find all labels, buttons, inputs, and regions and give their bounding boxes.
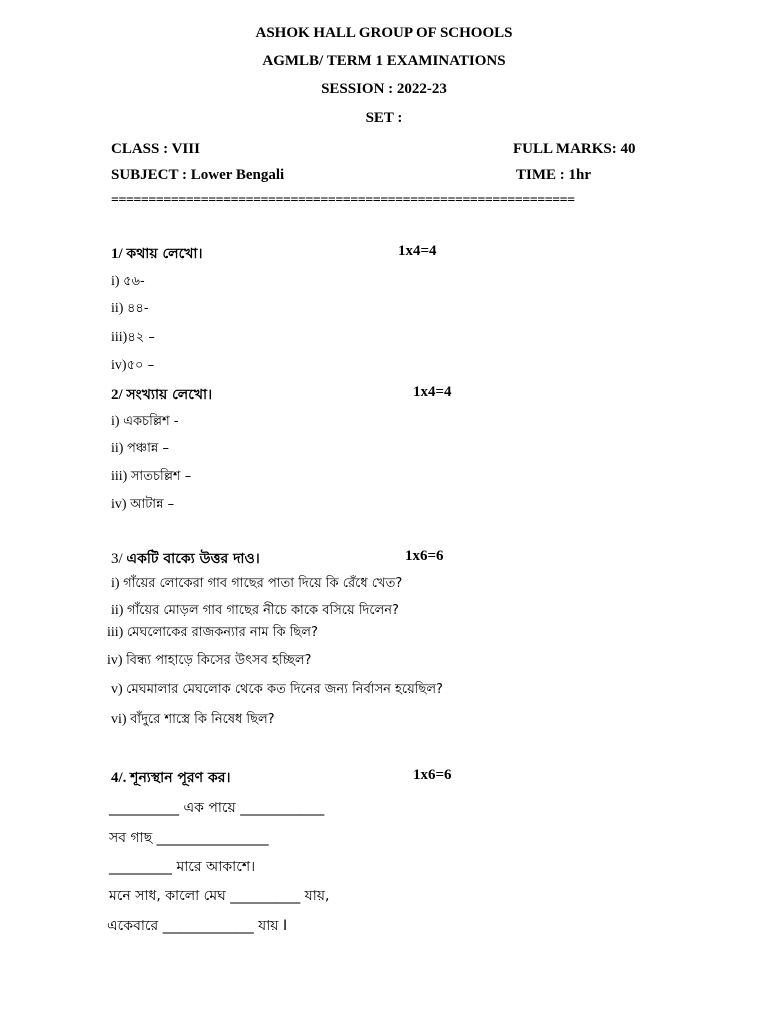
q4-marks: 1x6=6: [413, 767, 452, 783]
q1-item: iii)৪২ –: [111, 330, 155, 345]
full-marks: FULL MARKS: 40: [513, 141, 636, 157]
q1-number: 1/: [111, 246, 123, 262]
school-name: ASHOK HALL GROUP OF SCHOOLS: [255, 25, 513, 41]
class-label: CLASS : VIII: [111, 141, 200, 157]
fill-line: একেবারে _____________ যায় I: [107, 918, 288, 934]
q3-item: iii) মেঘলোকের রাজকন্যার নাম কি ছিল?: [107, 625, 318, 640]
q3-item: i) গাঁয়ের লোকেরা গাব গাছের পাতা দিয়ে কি রেঁধে খেত?: [111, 576, 403, 591]
q2-item: ii) পঞ্চান্ন –: [111, 441, 169, 456]
q1-heading: [111, 242, 202, 266]
fill-line: মনে সাধ, কালো মেঘ __________ যায়,: [109, 888, 330, 904]
session: SESSION : 2022-23: [321, 81, 447, 97]
q2-title: সংখ্যায় লেখো।: [126, 387, 213, 403]
q4-number: 4/.: [111, 770, 127, 786]
q2-item: iv) আটান্ন –: [111, 497, 175, 512]
q2-marks: 1x4=4: [413, 384, 452, 400]
exam-title: AGMLB/ TERM 1 EXAMINATIONS: [262, 53, 506, 69]
q1-item: iv)৫০ –: [111, 358, 155, 373]
subject-label: SUBJECT : Lower Bengali: [111, 167, 285, 183]
q3-item: v) মেঘমালার মেঘলোক থেকে কত দিনের জন্য নির্বাসন হয়েছিল?: [111, 682, 443, 697]
fill-line: সব গাছ ________________: [109, 830, 269, 846]
q1-item: ii) ৪৪-: [111, 301, 149, 316]
q3-marks: 1x6=6: [405, 548, 444, 564]
q1-marks: 1x4=4: [398, 243, 437, 259]
q1-title: কথায় লেখো।: [126, 246, 203, 262]
separator-rule: ==============================================================: [111, 193, 575, 208]
fill-line: __________ এক পায়ে ____________: [109, 800, 325, 816]
q2-item: i) একচল্লিশ -: [111, 414, 179, 429]
q3-item: ii) গাঁয়ের মোড়ল গাব গাছের নীচে কাকে বসিয়ে দিলেন?: [111, 603, 399, 618]
fill-line: _________ মারে আকাশে।: [109, 859, 256, 875]
q3-title: একটি বাক্যে উত্তর দাও।: [126, 551, 260, 567]
q1-item: i) ৫৬-: [111, 274, 145, 289]
q3-item: iv) বিন্ধ্য পাহাড়ে কিসের উৎসব হচ্ছিল?: [107, 653, 312, 668]
time-label: TIME : 1hr: [516, 167, 591, 183]
q2-item: iii) সাতচল্লিশ –: [111, 469, 192, 484]
q2-number: 2/: [111, 387, 123, 403]
q3-number: 3/: [111, 551, 123, 567]
set-label: SET :: [365, 110, 403, 126]
q2-heading: [111, 383, 212, 407]
q4-heading: [111, 766, 230, 790]
q3-item: vi) বাঁদুরে শাস্ত্রে কি নিষেধ ছিল?: [111, 712, 275, 727]
q4-title: শূন্যস্থান পূরণ কর।: [130, 770, 231, 786]
q3-heading: [111, 547, 260, 571]
